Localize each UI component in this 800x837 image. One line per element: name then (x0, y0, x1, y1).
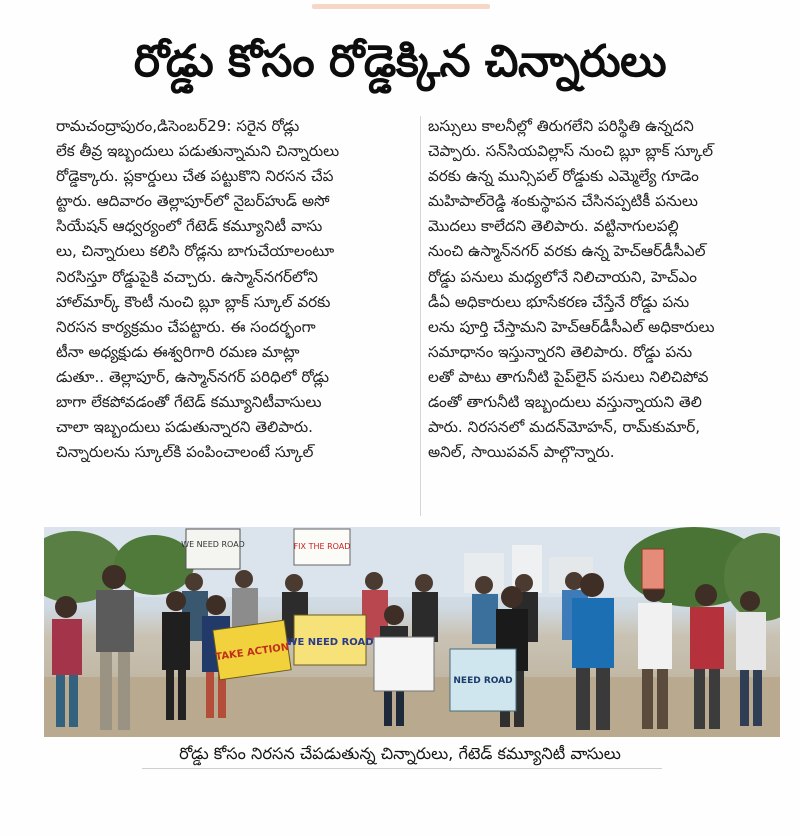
article-line: హాల్‌మార్క్ కౌంటీ నుంచి బ్లూ బ్లాక్ స్కూల్ వరకు (56, 292, 331, 311)
person-head (475, 576, 493, 594)
placard-text: TAKE ACTION (214, 641, 290, 664)
person-body (690, 607, 724, 669)
person-leg (118, 652, 130, 730)
article-line: చిన్నారులను స్కూల్‌కి పంపించాలంటే స్కూల్ (56, 443, 314, 462)
person-leg (69, 675, 78, 727)
person-leg (56, 675, 65, 727)
article-line: రోడ్డెక్కారు. ప్లకార్డులు చేత పట్టుకొని నిరసన చేప (56, 167, 334, 186)
person-leg (166, 670, 174, 720)
person-head (501, 586, 523, 608)
placard-1 (181, 529, 245, 569)
article-line: రామచంద్రాపురం,డిసెంబర్29: సరైన రోడ్లు (56, 117, 300, 135)
person-head (384, 605, 404, 625)
person-leg (596, 668, 610, 730)
person-leg (100, 652, 112, 730)
article-line: సియేషన్ ఆధ్వర్యంలో గేటెడ్ కమ్యూనిటీ వాసు (56, 217, 323, 236)
person-head (206, 595, 226, 615)
person-head (235, 570, 253, 588)
person-head (580, 573, 604, 597)
article-right-column (428, 114, 754, 465)
article-line: వరకు ఉన్న మున్సిపల్ రోడ్డుకు ఎమ్మెల్యే గూడెం (428, 167, 699, 186)
article-line: డుతూ.. తెల్లాపూర్, ఉస్మాన్‌నగర్ పరిధిలో రోడ్లు (56, 367, 330, 386)
person-leg (642, 669, 653, 729)
placard-text: NEED ROAD (453, 676, 513, 686)
article-line: చాలా ఇబ్బందులు పడుతున్నారని తెలిపారు. (56, 418, 313, 437)
placard-3 (213, 620, 291, 680)
article-line: నుంచి ఉస్మాన్‌నగర్ వరకు ఉన్న హెచ్‌ఆర్‌డీసీఎల్ (428, 242, 706, 261)
small-placard (642, 549, 664, 589)
article-line: నిరసన కార్యక్రమం చేపట్టారు. ఈ సందర్భంగా (56, 317, 316, 336)
article-line: టీనా అధ్యక్షుడు ఈశ్వరిగారి రమణ మాట్లా (56, 342, 300, 361)
person-body (162, 612, 190, 670)
article-line: ట్టారు. ఆదివారం తెల్లాపూర్‌లో నైబర్‌హుడ్ అసో (56, 192, 330, 211)
article-line: మహిపాల్‌రెడ్డి శంకుస్థాపన చేసినప్పటికీ పనులు (428, 192, 698, 211)
person-body (96, 590, 134, 652)
person-head (166, 591, 186, 611)
person-leg (694, 669, 705, 729)
person-head (740, 591, 760, 611)
person-body (52, 619, 82, 675)
person-head (55, 596, 77, 618)
photo-caption: రోడ్డు కోసం నిరసన చేపడుతున్న చిన్నారులు, గేటెడ్ కమ్యూనిటీ వాసులు (179, 744, 621, 763)
article-line: లతో పాటు తాగునీటి పైప్‌లైన్ పనులు నిలిచిపోవ (428, 367, 709, 386)
article-line: బస్సులు కాలనీల్లో తిరుగలేని పరిస్థితి ఉన్నదని (428, 117, 694, 135)
blank-placard (374, 637, 434, 691)
person-head (185, 573, 203, 591)
person-body (638, 603, 672, 669)
person-leg (753, 670, 762, 726)
protest-photo (44, 527, 780, 737)
headline: రోడ్డు కోసం రోడ్డెక్కిన చిన్నారులు (133, 36, 667, 87)
person-body (736, 612, 766, 670)
article-line: లను పూర్తి చేస్తామని హెచ్‌ఆర్‌డీసీఎల్ అధికారులు (428, 317, 715, 336)
placard-board (186, 529, 240, 569)
person-head (102, 565, 126, 589)
placard-5 (450, 649, 516, 711)
person-leg (709, 669, 720, 729)
placard-2 (294, 529, 351, 565)
person-head (695, 584, 717, 606)
article-line: బాగా లేకపోవడంతో గేటెడ్ కమ్యూనిటీవాసులు (56, 393, 322, 412)
person-body (472, 594, 498, 644)
person-body (412, 592, 438, 642)
article-line: నిరసిస్తూ రోడ్డుపైకి వచ్చారు. ఉస్మాన్‌నగర్‌లోని (56, 267, 318, 286)
person-leg (178, 670, 186, 720)
person-head (415, 574, 433, 592)
article-line: మొదలు కాలేదని తెలిపారు. వట్టినాగులపల్లి (428, 217, 679, 236)
article-line: డీఏ అధికారులు భూసేకరణ చేస్తేనే రోడ్డు పను (428, 292, 690, 311)
article-line: లు, చిన్నారులు కలిసి రోడ్లను బాగుచేయాలంటూ (56, 242, 335, 261)
article-line: అనిల్, సాయిపవన్ పాల్గొన్నారు. (428, 443, 615, 462)
person-leg (657, 669, 668, 729)
person-leg (740, 670, 749, 726)
article-left-column (56, 114, 414, 465)
protest-photo-illustration (44, 527, 780, 737)
article-line: డంతో తాగునీటి ఇబ్బందులు వస్తున్నాయని తెలి (428, 393, 702, 412)
article-line: లేక తీవ్ర ఇబ్బందులు పడుతున్నామని చిన్నారులు (56, 142, 340, 161)
person-leg (206, 672, 214, 718)
article-line: రోడ్డు పనులు మధ్యలోనే నిలిచాయని, హెచ్ఎం (428, 267, 697, 286)
placard-4 (286, 615, 373, 665)
person-body (572, 598, 614, 668)
person-head (365, 572, 383, 590)
placard-text: FIX THE ROAD (293, 542, 351, 551)
column-divider (420, 116, 421, 516)
placard-text: WE NEED ROAD (181, 540, 245, 549)
caption-underline (142, 768, 662, 769)
article-line: పారు. నిరసనలో మదన్‌మోహన్, రామ్‌కుమార్, (428, 418, 701, 437)
person-head (285, 574, 303, 592)
person-leg (576, 668, 590, 730)
placard-text: WE NEED ROAD (286, 637, 374, 648)
article-line: సమాధానం ఇస్తున్నారని తెలిపారు. రోడ్డు పను (428, 342, 693, 361)
top-accent-rule (312, 4, 490, 9)
article-line: చెప్పారు. సన్‌సియవిల్లాస్ నుంచి బ్లూ బ్లాక్ స్కూల్ (428, 142, 713, 161)
